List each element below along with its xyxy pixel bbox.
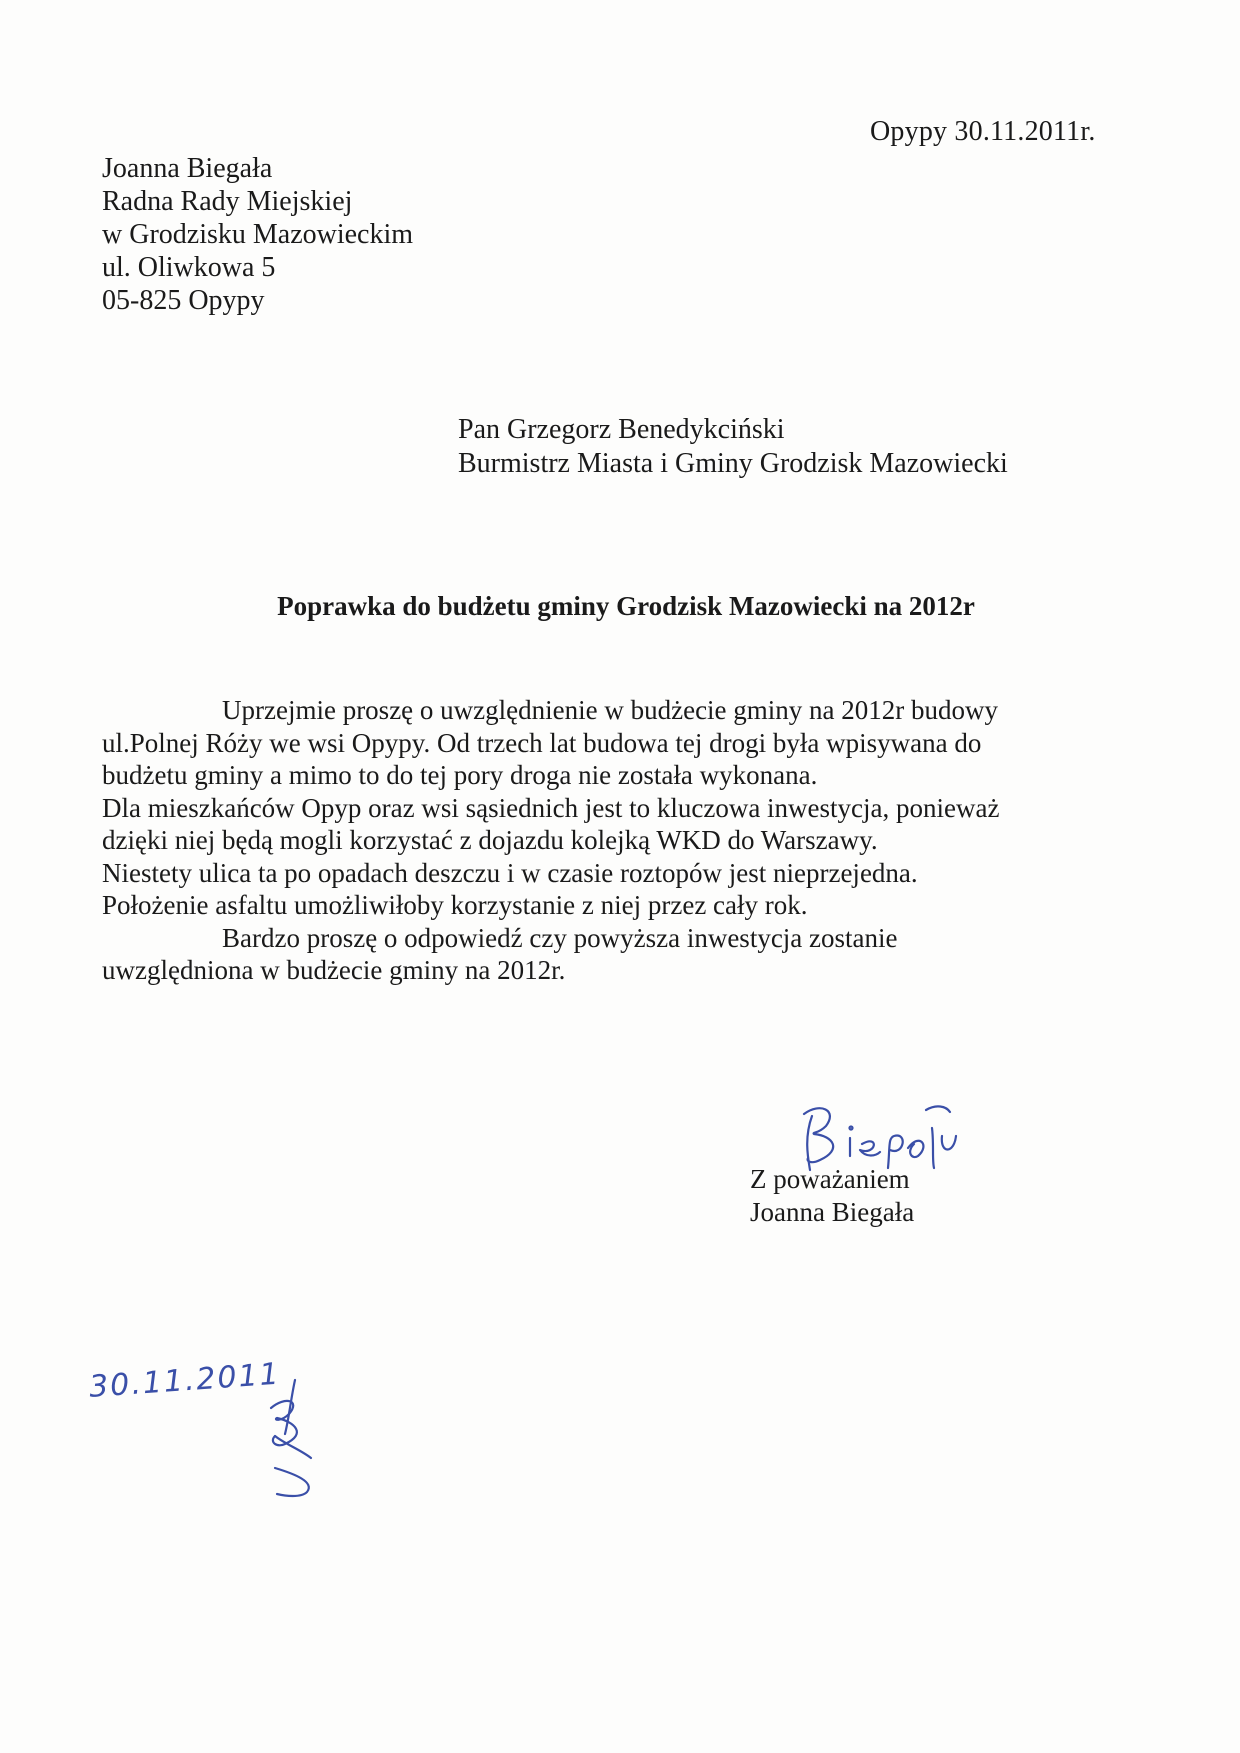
sender-line: Radna Rady Miejskiej xyxy=(102,186,353,217)
body-line: dzięki niej będą mogli korzystać z dojazdu kolejką WKD do Warszawy. xyxy=(102,825,878,855)
handwritten-initials xyxy=(255,1378,335,1498)
body-line: Dla mieszkańców Opyp oraz wsi sąsiednich jest to kluczowa inwestycja, ponieważ xyxy=(102,792,1000,823)
sender-address xyxy=(102,152,413,317)
recipient-line: Pan Grzegorz Benedykciński xyxy=(458,414,785,445)
recipient-address xyxy=(458,413,1008,481)
sender-line: 05-825 Opypy xyxy=(102,285,265,316)
sender-line: w Grodzisku Mazowieckim xyxy=(102,219,414,250)
letter-body xyxy=(102,694,1102,987)
body-line: uwzględniona w budżecie gminy na 2012r. xyxy=(102,955,566,985)
sender-line: ul. Oliwkowa 5 xyxy=(102,252,276,283)
handwritten-date: 30.11.2011 xyxy=(88,1356,282,1405)
body-line: budżetu gminy a mimo to do tej pory droga nie została wykonana. xyxy=(102,760,818,790)
recipient-line: Burmistrz Miasta i Gminy Grodzisk Mazowiecki xyxy=(458,448,1008,479)
body-line: Niestety ulica ta po opadach deszczu i w czasie roztopów jest nieprzejedna. xyxy=(102,857,918,888)
letter-date: Opypy 30.11.2011r. xyxy=(870,116,1096,147)
letter-subject: Poprawka do budżetu gminy Grodzisk Mazowiecki na 2012r xyxy=(277,591,975,621)
body-line: Bardzo proszę o odpowiedź czy powyższa inwestycja zostanie xyxy=(222,922,898,953)
closing-block xyxy=(750,1163,914,1229)
body-line: Uprzejmie proszę o uwzględnienie w budżecie gminy na 2012r budowy xyxy=(222,695,999,725)
closing-salutation: Z poważaniem xyxy=(750,1164,910,1194)
closing-name: Joanna Biegała xyxy=(750,1197,915,1227)
body-line: Położenie asfaltu umożliwiłoby korzystanie z niej przez cały rok. xyxy=(102,890,808,920)
body-line: ul.Polnej Róży we wsi Opypy. Od trzech lat budowa tej drogi była wpisywana do xyxy=(102,727,982,758)
sender-line: Joanna Biegała xyxy=(102,153,273,184)
